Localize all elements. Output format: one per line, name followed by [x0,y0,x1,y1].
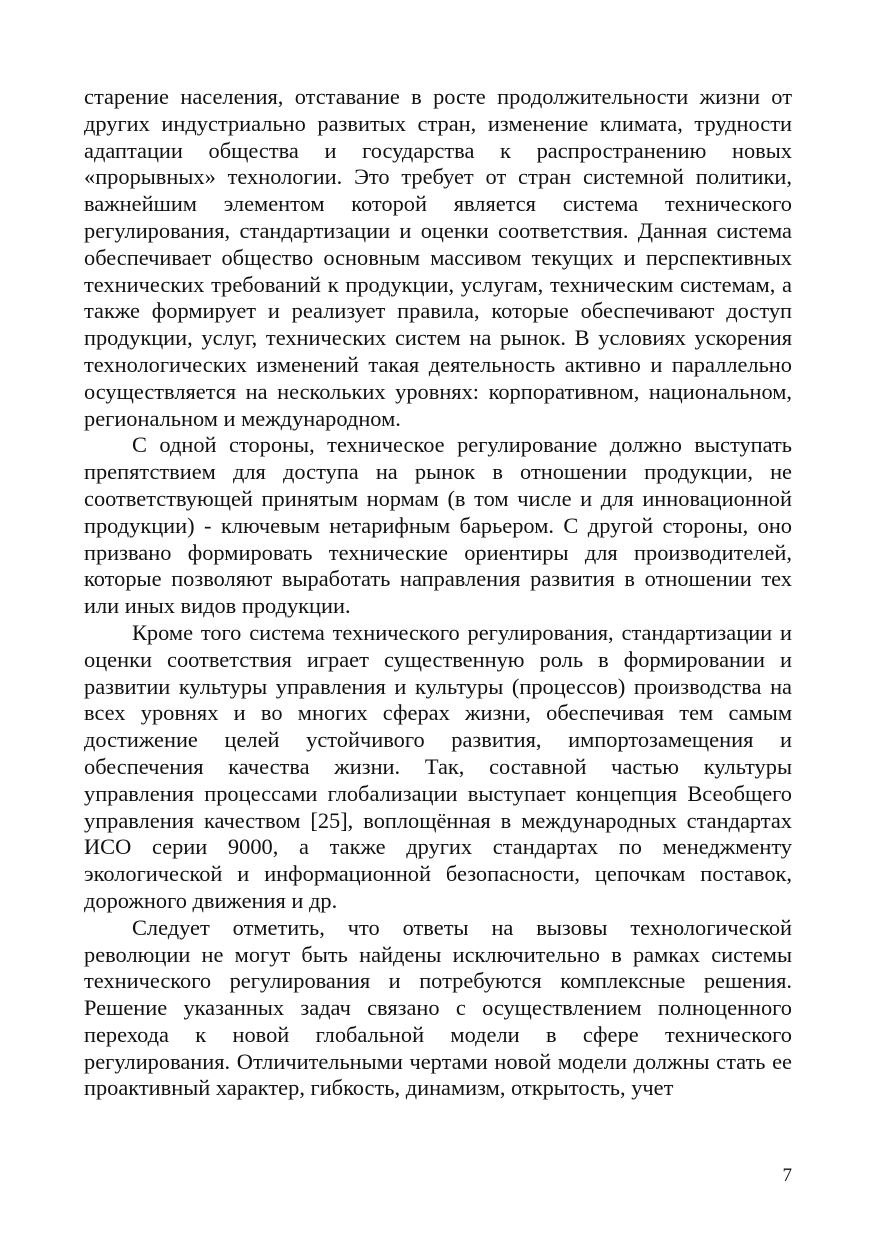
paragraph-technical-regulation-barrier: С одной стороны, техническое регулирование должно выступать препятствием для доступа на рынок в отношении продукции, не соответствующей принятым нормам (в том числе и для инновационной продукции) - ключевым нетарифным барьером. С другой стороны, оно призвано формировать технические ориентиры для производителей, которые позволяют выработать направления развития в отношении тех или иных видов продукции. [84,432,792,619]
body-text [84,84,792,1102]
paragraph-continuation: старение населения, отставание в росте продолжительности жизни от других индустриально развитых стран, изменение климата, трудности адаптации общества и государства к распространению новых «прорывных» технологии. Это требует от стран системной политики, важнейшим элементом которой является система технического регулирования, стандартизации и оценки соответствия. Данная система обеспечивает общество основным массивом текущих и перспективных технических требований к продукции, услугам, техническим системам, а также формирует и реализует правила, которые обеспечивают доступ продукции, услуг, технических систем на рынок. В условиях ускорения технологических изменений такая деятельность активно и параллельно осуществляется на нескольких уровнях: корпоративном, национальном, региональном и международном. [84,84,792,431]
paragraph-technological-revolution: Следует отметить, что ответы на вызовы технологической революции не могут быть найдены исключительно в рамках системы технического регулирования и потребуются комплексные решения. Решение указанных задач связано с осуществлением полноценного перехода к новой глобальной модели в сфере технического регулирования. Отличительными чертами новой модели должны стать ее проактивный характер, гибкость, динамизм, открытость, учет [84,914,792,1101]
page-number: 7 [782,1165,792,1186]
paragraph-management-culture: Кроме того система технического регулирования, стандартизации и оценки соответствия играет существенную роль в формировании и развитии культуры управления и культуры (процессов) производства на всех уровнях и во многих сферах жизни, обеспечивая тем самым достижение целей устойчивого развития, импортозамещения и обеспечения качества жизни. Так, составной частью культуры управления процессами глобализации выступает концепция Всеобщего управления качеством [25], воплощённая в международных стандартах ИСО серии 9000, а также других стандартах по менеджменту экологической и информационной безопасности, цепочкам поставок, дорожного движения и др. [84,619,792,913]
